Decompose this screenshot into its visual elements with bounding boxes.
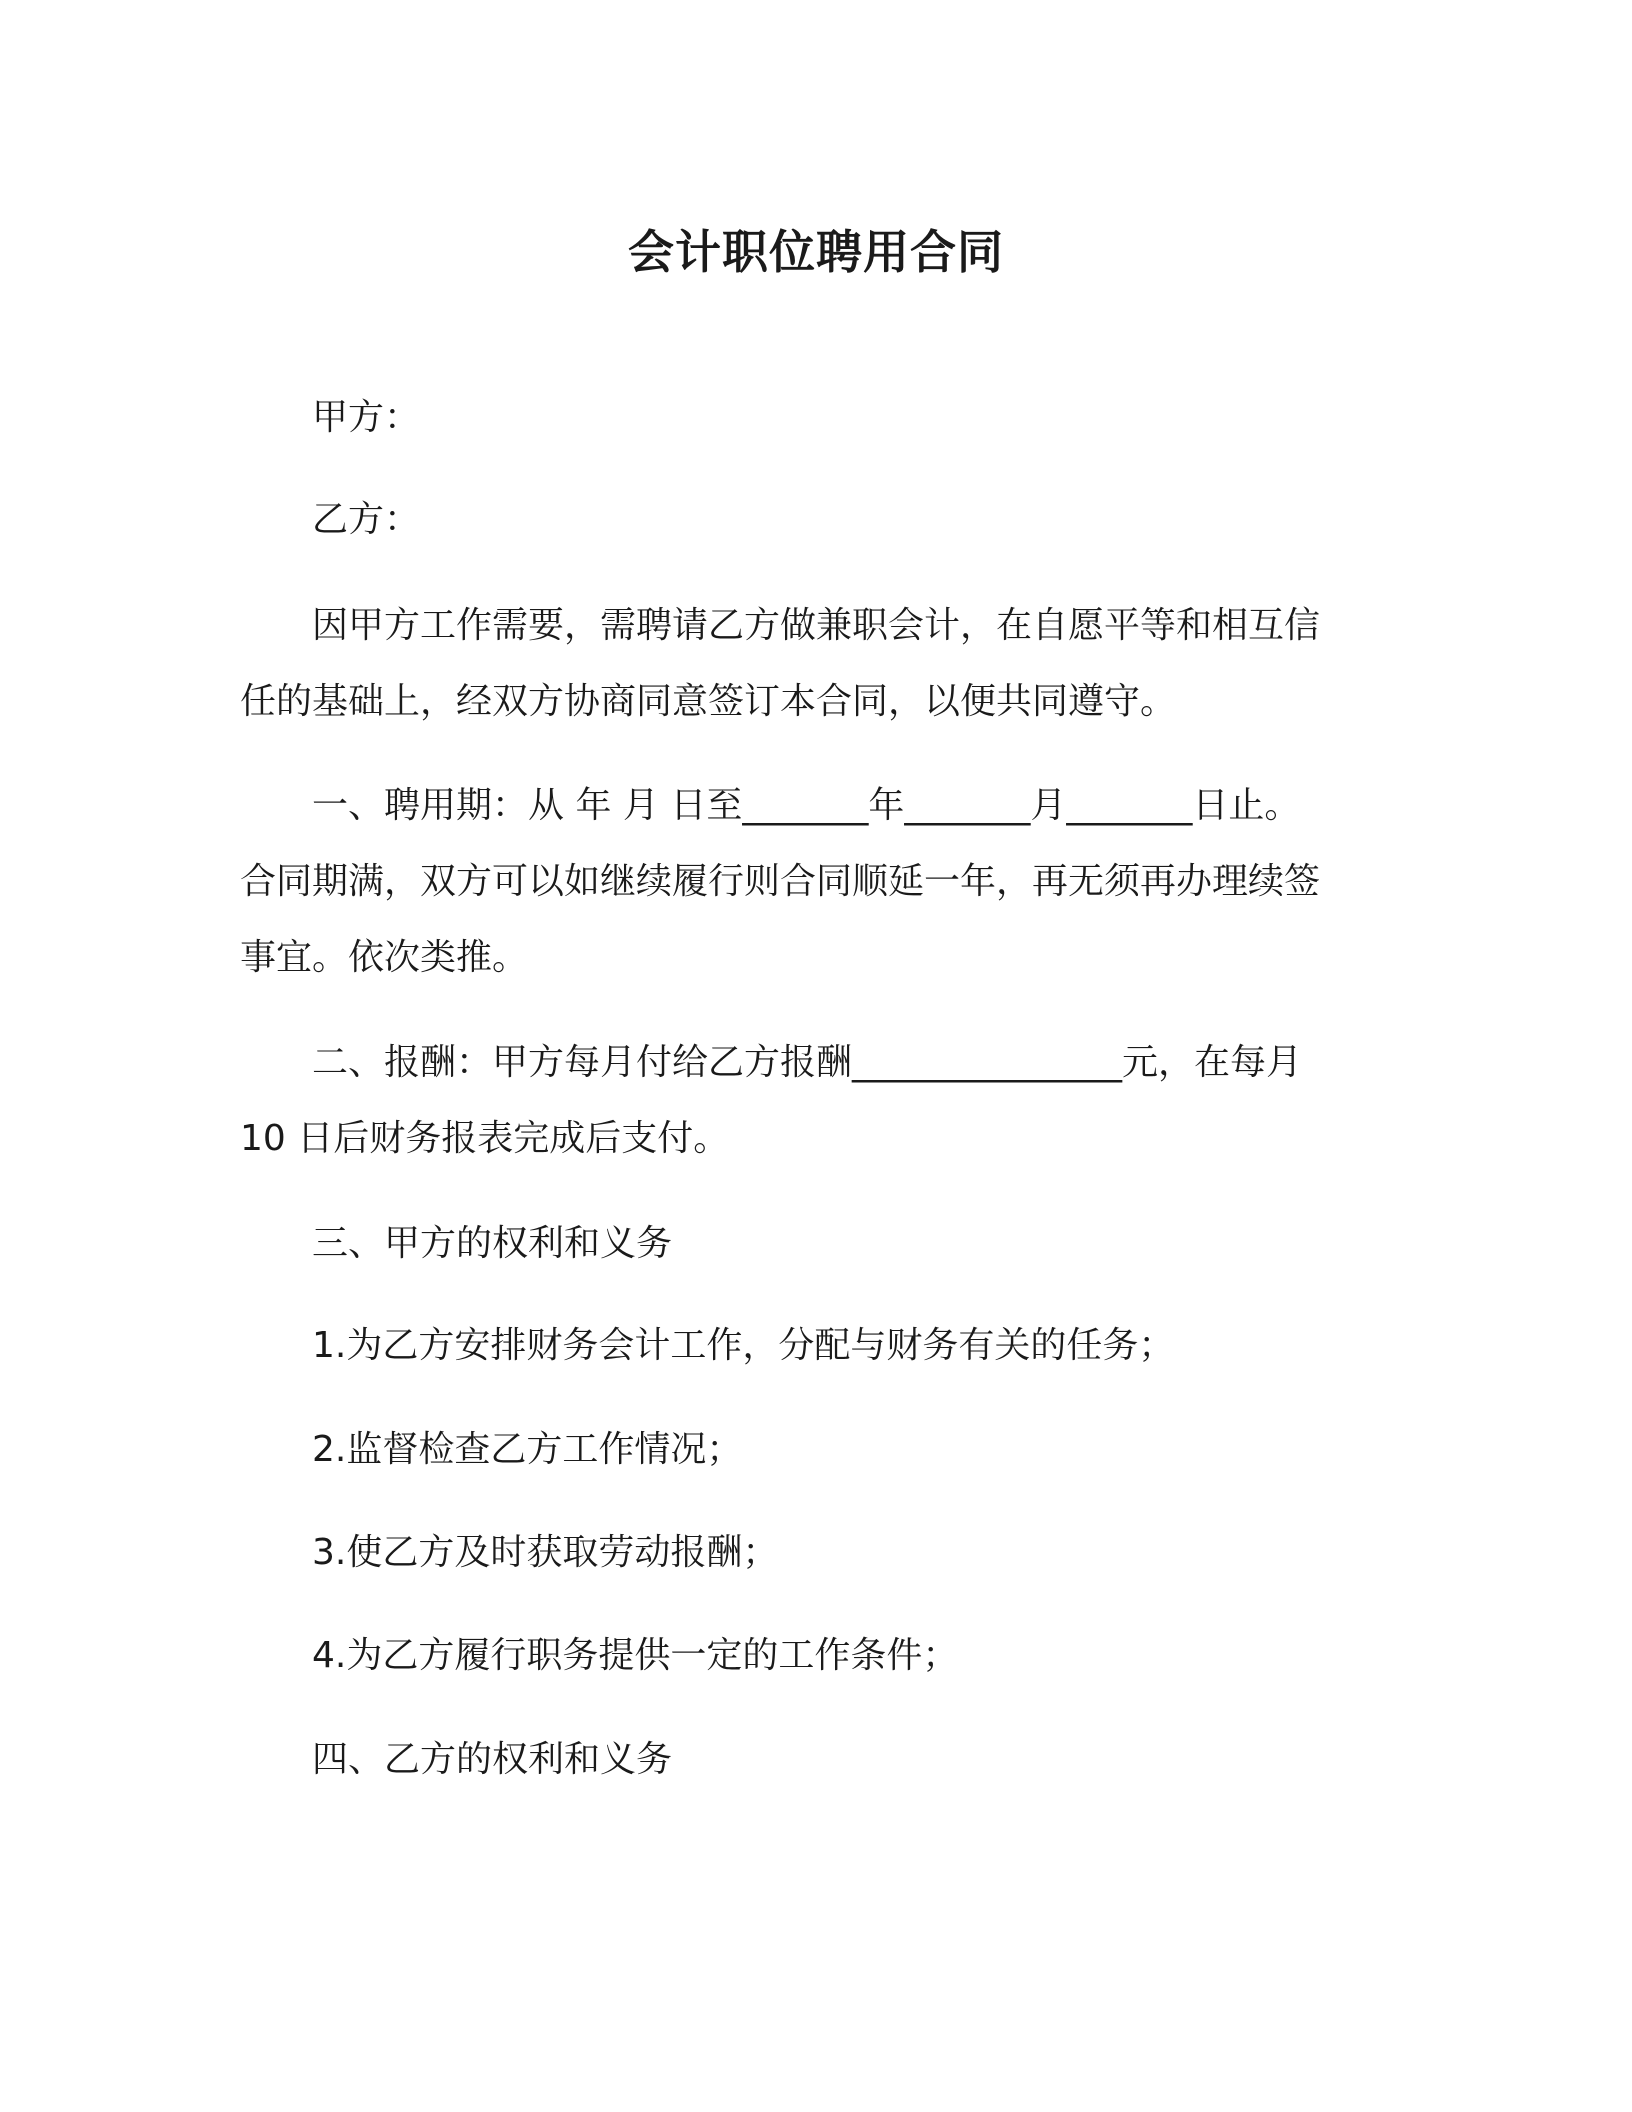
clause-2-line-1: 二、报酬：甲方每月付给乙方报酬_______________元，在每月 [312,1042,1303,1083]
clause-1-line-1: 一、聘用期：从 年 月 日至_______年_______月_______日止。 [312,785,1301,826]
clause-3-item-4: 4.为乙方履行职务提供一定的工作条件； [312,1635,959,1676]
intro-paragraph [240,588,1350,740]
party-a-label [240,380,1350,456]
intro-line-1: 因甲方工作需要，需聘请乙方做兼职会计，在自愿平等和相互信 [312,605,1321,646]
clause-3-item-3: 3.使乙方及时获取劳动报酬； [312,1532,779,1573]
clause-1-line-2: 合同期满，双方可以如继续履行则合同顺延一年，再无须再办理续签 [240,861,1321,902]
clause-1-paragraph [240,768,1350,996]
party-a-text: 甲方： [312,397,421,438]
clause-3-heading [240,1206,1350,1282]
intro-line-2: 任的基础上，经双方协商同意签订本合同，以便共同遵守。 [240,681,1177,722]
clause-3-item [240,1412,1350,1488]
clause-3-item [240,1515,1350,1591]
clause-3-item-2: 2.监督检查乙方工作情况； [312,1429,743,1470]
clause-3-item [240,1308,1350,1384]
page-title: 会计职位聘用合同 [628,225,1004,279]
clause-1-line-3: 事宜。依次类推。 [240,937,529,978]
clause-2-paragraph [240,1025,1350,1177]
party-b-text: 乙方： [312,499,421,540]
clause-4-heading-text: 四、乙方的权利和义务 [312,1739,673,1780]
clause-4-heading [240,1722,1350,1798]
party-b-label [240,482,1350,558]
clause-3-item [240,1618,1350,1694]
clause-2-line-2: 10 日后财务报表完成后支付。 [240,1118,730,1159]
clause-3-heading-text: 三、甲方的权利和义务 [312,1223,673,1264]
clause-3-item-1: 1.为乙方安排财务会计工作，分配与财务有关的任务； [312,1325,1175,1366]
